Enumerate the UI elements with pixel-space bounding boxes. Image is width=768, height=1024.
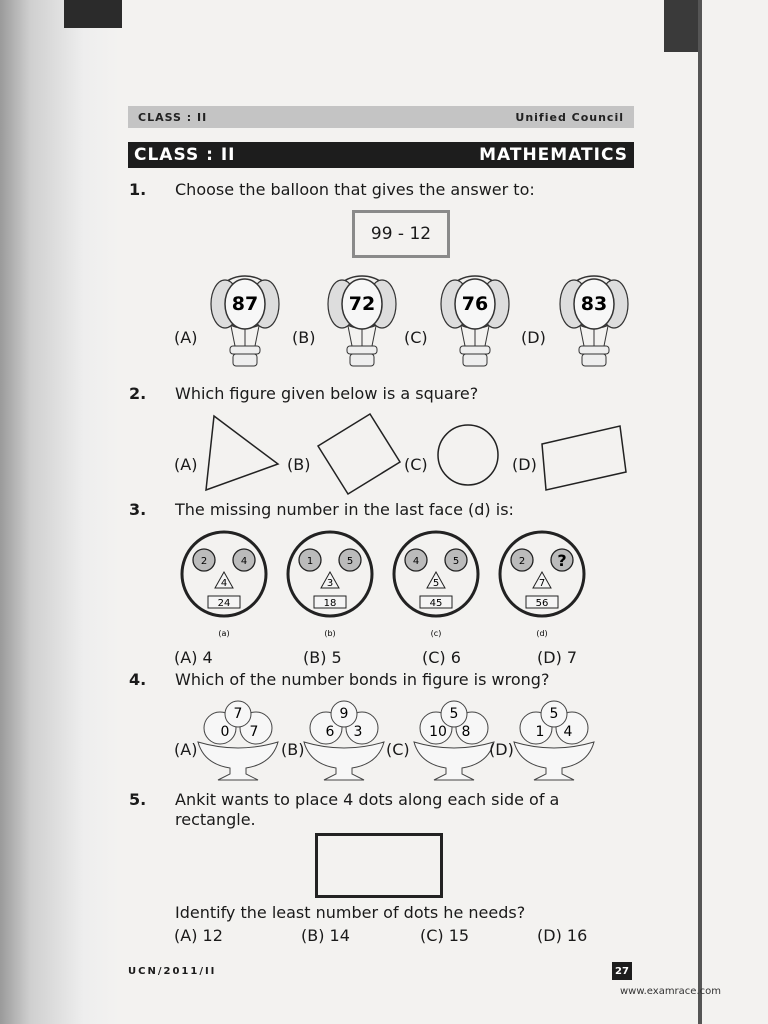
header-class: CLASS : II <box>138 110 208 124</box>
q5-option-d[interactable]: (D) 16 <box>537 926 588 945</box>
face-a-nose: 4 <box>220 578 228 589</box>
face-b-nose: 3 <box>326 578 334 589</box>
balloon-d-value: 83 <box>580 293 608 315</box>
question-5-text-line1: Ankit wants to place 4 dots along each side of a <box>175 790 560 809</box>
face-b <box>288 532 372 638</box>
question-5-number: 5. <box>129 790 147 809</box>
face-c-caption: (c) <box>430 629 442 638</box>
title-class: CLASS : II <box>134 145 236 165</box>
q1-option-a[interactable]: (A) <box>174 328 198 347</box>
triangle-shape <box>206 416 278 490</box>
scan-shadow <box>0 0 120 1024</box>
q5-option-a[interactable]: (A) 12 <box>174 926 223 945</box>
face-d-nose: 7 <box>538 578 546 589</box>
face-d-eye-left: 2 <box>518 556 526 567</box>
balloon-b[interactable] <box>328 276 396 366</box>
bond-b-right: 3 <box>353 724 363 740</box>
title-bar <box>128 142 634 168</box>
balloons-figure <box>120 268 650 383</box>
face-a-mouth: 24 <box>217 598 231 609</box>
face-d <box>500 532 584 638</box>
question-5-prompt: Identify the least number of dots he needs? <box>175 903 526 922</box>
q3-option-d[interactable]: (D) 7 <box>537 648 578 667</box>
question-3-text: The missing number in the last face (d) is: <box>175 500 514 519</box>
watermark: www.examrace.com <box>620 986 721 997</box>
face-a-caption: (a) <box>218 629 230 638</box>
question-3-number: 3. <box>129 500 147 519</box>
header-council: Unified Council <box>515 110 624 124</box>
q1-option-c[interactable]: (C) <box>404 328 428 347</box>
balloon-a[interactable] <box>211 276 279 366</box>
bond-d-left: 1 <box>535 724 545 740</box>
q4-option-b[interactable]: (B) <box>281 740 305 759</box>
face-d-mouth: 56 <box>535 598 549 609</box>
page-number: 27 <box>612 962 632 980</box>
balloon-c[interactable] <box>441 276 509 366</box>
face-b-eye-right: 5 <box>346 556 354 567</box>
q2-option-b[interactable]: (B) <box>287 455 311 474</box>
q2-option-c[interactable]: (C) <box>404 455 428 474</box>
face-b-caption: (b) <box>324 629 336 638</box>
faces-figure <box>170 530 610 642</box>
face-c <box>394 532 478 638</box>
tilted-square-shape <box>318 414 400 494</box>
title-subject: MATHEMATICS <box>479 145 628 165</box>
question-4-number: 4. <box>129 670 147 689</box>
face-c-eye-left: 4 <box>412 556 420 567</box>
bond-c-top: 5 <box>449 706 459 722</box>
bond-c-left: 10 <box>429 724 447 740</box>
q2-option-a[interactable]: (A) <box>174 455 198 474</box>
q5-option-b[interactable]: (B) 14 <box>301 926 350 945</box>
circle-shape <box>438 425 498 485</box>
q2-option-d[interactable]: (D) <box>512 455 537 474</box>
question-1-text: Choose the balloon that gives the answer to: <box>175 180 535 199</box>
face-c-mouth: 45 <box>429 598 443 609</box>
question-2-text: Which figure given below is a square? <box>175 384 479 403</box>
face-b-eye-left: 1 <box>306 556 314 567</box>
shapes-figure <box>200 410 640 500</box>
balloon-b-value: 72 <box>348 293 376 315</box>
face-c-eye-right: 5 <box>452 556 460 567</box>
bond-b-left: 6 <box>325 724 335 740</box>
footer-code: UCN/2011/II <box>128 966 217 977</box>
bond-a-right: 7 <box>249 724 259 740</box>
rectangle-figure <box>315 833 443 898</box>
expression-box: 99 - 12 <box>352 210 450 258</box>
bond-d-top: 5 <box>549 706 559 722</box>
question-5-text-line2: rectangle. <box>175 810 256 829</box>
balloon-a-value: 87 <box>231 293 259 315</box>
balloon-d[interactable] <box>560 276 628 366</box>
rectangle-shape <box>542 426 626 490</box>
question-1-number: 1. <box>129 180 147 199</box>
face-a-eye-right: 4 <box>240 556 248 567</box>
q3-option-b[interactable]: (B) 5 <box>303 648 342 667</box>
bond-b-top: 9 <box>339 706 349 722</box>
running-header <box>128 106 634 128</box>
question-4-text: Which of the number bonds in figure is wrong? <box>175 670 550 689</box>
page-edge <box>698 0 702 1024</box>
bond-d-right: 4 <box>563 724 573 740</box>
q4-option-a[interactable]: (A) <box>174 740 198 759</box>
scan-binder-mark <box>664 0 702 52</box>
q1-option-b[interactable]: (B) <box>292 328 316 347</box>
bond-a-top: 7 <box>233 706 243 722</box>
q3-option-a[interactable]: (A) 4 <box>174 648 213 667</box>
balloon-c-value: 76 <box>461 293 489 315</box>
q4-option-d[interactable]: (D) <box>489 740 514 759</box>
q5-option-c[interactable]: (C) 15 <box>420 926 470 945</box>
face-d-caption: (d) <box>536 629 548 638</box>
bond-c-right: 8 <box>461 724 471 740</box>
face-d-eye-right: ? <box>557 551 567 570</box>
bond-a-left: 0 <box>220 724 230 740</box>
face-a <box>182 532 266 638</box>
scan-binder-mark <box>64 0 122 28</box>
face-a-eye-left: 2 <box>200 556 208 567</box>
q4-option-c[interactable]: (C) <box>386 740 410 759</box>
face-b-mouth: 18 <box>323 598 337 609</box>
question-2-number: 2. <box>129 384 147 403</box>
q3-option-c[interactable]: (C) 6 <box>422 648 461 667</box>
q1-option-d[interactable]: (D) <box>521 328 546 347</box>
face-c-nose: 5 <box>432 578 440 589</box>
